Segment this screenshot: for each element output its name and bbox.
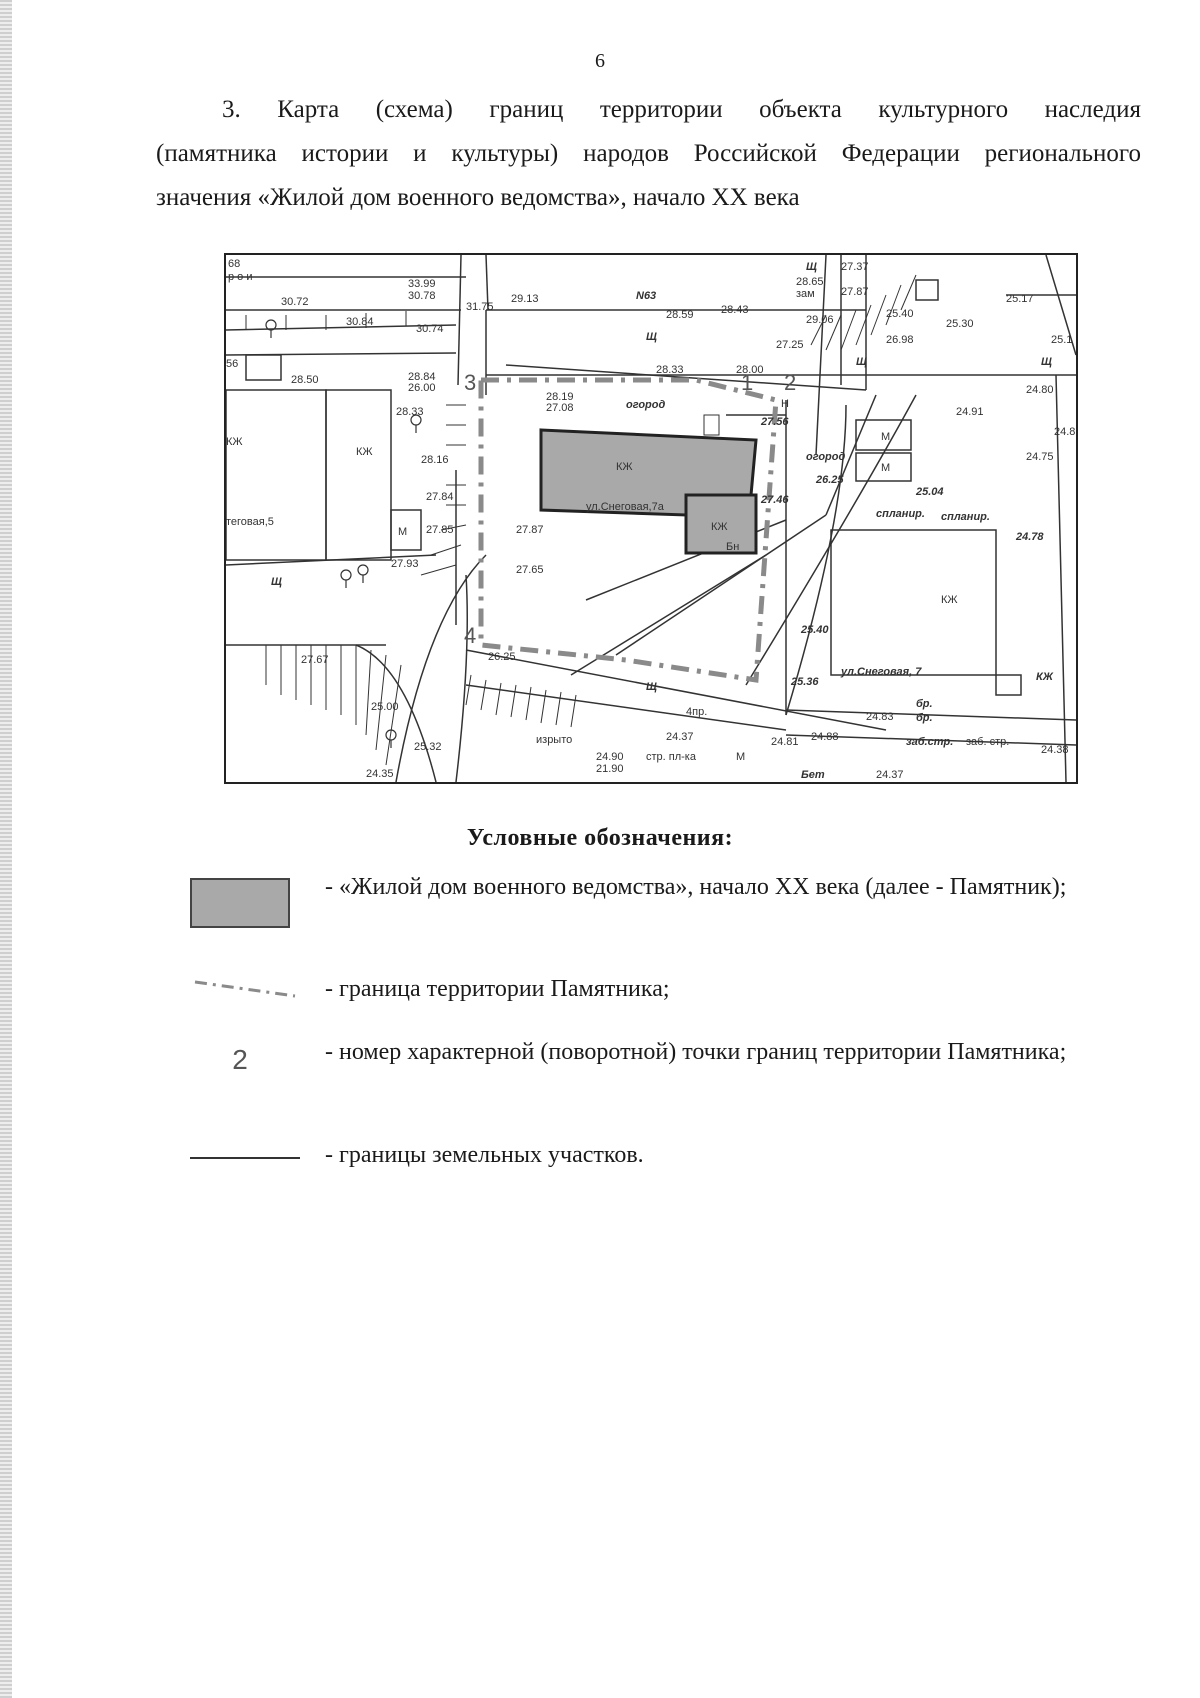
map-label: 27.87 (516, 524, 544, 536)
map-label: стр. пл-ка (646, 751, 696, 763)
monument-fill-swatch (190, 878, 290, 928)
legend-item-point-number (190, 1036, 1140, 1116)
map-label: 26.25 (816, 474, 844, 486)
map-label: 26.98 (886, 334, 914, 346)
map-annotations (226, 258, 1075, 781)
map-label: КЖ (941, 594, 958, 606)
map-label: 28.00 (736, 364, 764, 376)
map-label: 24.37 (876, 769, 904, 781)
map-label: 29.13 (511, 293, 539, 305)
legend-text: - номер характерной (поворотной) точки границ территории Памятника; (325, 1039, 1067, 1065)
dashed-boundary-symbol (190, 974, 300, 1004)
map-label: КЖ (226, 436, 243, 448)
map-label: 27.87 (841, 286, 869, 298)
boundary-point-1: 1 (741, 370, 754, 395)
map-label: 33.99 (408, 278, 436, 290)
boundary-point-4: 4 (464, 623, 477, 648)
map-label: 28.65 (796, 276, 824, 288)
map-label: 24.91 (956, 406, 984, 418)
monument-annex-label: КЖ (711, 521, 728, 533)
map-label: 25.17 (1006, 293, 1034, 305)
map-label: М (736, 751, 746, 763)
map-label: 24.37 (666, 731, 694, 743)
map-label: 24.8 (1054, 426, 1076, 438)
heading-line-1: 3. Карта (схема) границ территории объекта культурного наследия (222, 96, 1141, 123)
map-label: р о и (228, 271, 253, 283)
map-label: 30.72 (281, 296, 309, 308)
map-label: Щ (646, 681, 657, 693)
map-label: 24.78 (1016, 531, 1044, 543)
map-label: М (398, 526, 408, 538)
map-label: 25.36 (791, 676, 819, 688)
boundary-point-3: 3 (464, 370, 477, 395)
monument-annex-sub: Бн (726, 541, 740, 553)
map-label: изрыто (536, 734, 573, 746)
page-number: 6 (595, 50, 605, 72)
legend-text: - «Жилой дом военного ведомства», начало XX века (далее - Памятник); (325, 874, 1067, 900)
map-label: зам (796, 288, 815, 300)
map-label: 28.59 (666, 309, 694, 321)
map-label: 56 (226, 358, 239, 370)
map-label: 24.75 (1026, 451, 1054, 463)
map-label: Щ (806, 261, 817, 273)
map-label: 25.04 (916, 486, 944, 498)
map-label: Бет (801, 769, 825, 781)
map-label: Н (781, 398, 789, 410)
map-label: 24.80 (1026, 384, 1054, 396)
map-label: бр. (916, 698, 933, 710)
map-label: 25.32 (414, 741, 442, 753)
map-label: 27.56 (761, 416, 789, 428)
map-svg (226, 255, 1076, 782)
heading-line-2: (памятника истории и культуры) народов Российской Федерации регионального (156, 140, 1141, 167)
map-label: 27.93 (391, 558, 419, 570)
map-label: сплaниp. (876, 508, 925, 520)
map-label: Щ (271, 576, 282, 588)
legend-item-parcels (190, 1136, 1140, 1182)
map-label: 27.37 (841, 261, 869, 273)
map-heading (156, 88, 1141, 220)
monument-type-label: КЖ (616, 461, 633, 473)
map-label: сплaниp. (941, 511, 990, 523)
monument-address: ул.Снеговая,7а (586, 501, 664, 513)
map-label: 30.84 (346, 316, 374, 328)
map-label: 25.00 (371, 701, 399, 713)
territory-map (224, 253, 1078, 784)
map-label: 27.25 (776, 339, 804, 351)
map-label: 27.85 (426, 524, 454, 536)
map-label: 29.06 (806, 314, 834, 326)
map-label: КЖ (356, 446, 373, 458)
map-label: N63 (636, 290, 657, 302)
map-label: 28.19 (546, 391, 574, 403)
map-label: теговая,5 (226, 516, 274, 528)
map-label: 26.25 (488, 651, 516, 663)
map-label: 27.67 (301, 654, 329, 666)
map-label: 27.65 (516, 564, 544, 576)
map-label: заб. стр. (966, 736, 1010, 748)
map-label: огород (626, 399, 666, 411)
monument-building (541, 415, 756, 553)
legend-text: - граница территории Памятника; (325, 976, 670, 1002)
map-label: 25.40 (886, 308, 914, 320)
legend-item-monument (190, 868, 1140, 958)
map-label: Щ (1041, 356, 1052, 368)
map-label: 24.35 (366, 768, 394, 780)
legend-title: Условные обозначения: (466, 825, 734, 851)
map-label: 28.84 (408, 371, 436, 383)
map-label: 28.33 (396, 406, 424, 418)
map-label: 28.43 (721, 304, 749, 316)
map-label: 68 (228, 258, 241, 270)
parcel-line-symbol (190, 1144, 300, 1174)
map-label: заб.стр. (906, 736, 954, 748)
map-label: 30.74 (416, 323, 444, 335)
map-label: 25.30 (946, 318, 974, 330)
map-label: 27.08 (546, 402, 574, 414)
map-label: 24.81 (771, 736, 799, 748)
heading-line-3: значения «Жилой дом военного ведомства», начало XX века (156, 184, 800, 211)
map-label: 27.46 (761, 494, 789, 506)
map-label: Щ (646, 331, 657, 343)
map-label: 30.78 (408, 290, 436, 302)
map-label: 25.1 (1051, 334, 1073, 346)
point-number-symbol: 2 (232, 1044, 248, 1075)
map-label: бр. (916, 712, 933, 724)
map-label: 24.90 (596, 751, 624, 763)
map-label: ул.Снеговая, 7 (841, 666, 922, 678)
map-label: 24.38 (1041, 744, 1069, 756)
map-label: 26.00 (408, 382, 436, 394)
map-label: огород (806, 451, 846, 463)
map-label: 24.88 (811, 731, 839, 743)
map-label: 28.50 (291, 374, 319, 386)
map-label: М (881, 431, 891, 443)
boundary-point-2: 2 (784, 370, 797, 395)
map-label: КЖ (1036, 671, 1053, 683)
slope-hatching (226, 275, 916, 765)
map-label: М (881, 462, 891, 474)
map-label: Щ (856, 356, 867, 368)
map-label: 21.90 (596, 763, 624, 775)
legend-item-boundary (190, 970, 1140, 1016)
map-label: 24.83 (866, 711, 894, 723)
map-label: 28.16 (421, 454, 449, 466)
map-label: 31.75 (466, 301, 494, 313)
legend-text: - границы земельных участков. (325, 1142, 644, 1168)
map-label: 25.40 (801, 624, 829, 636)
map-label: 28.33 (656, 364, 684, 376)
map-label: 4пр. (686, 706, 708, 718)
map-label: 27.84 (426, 491, 454, 503)
